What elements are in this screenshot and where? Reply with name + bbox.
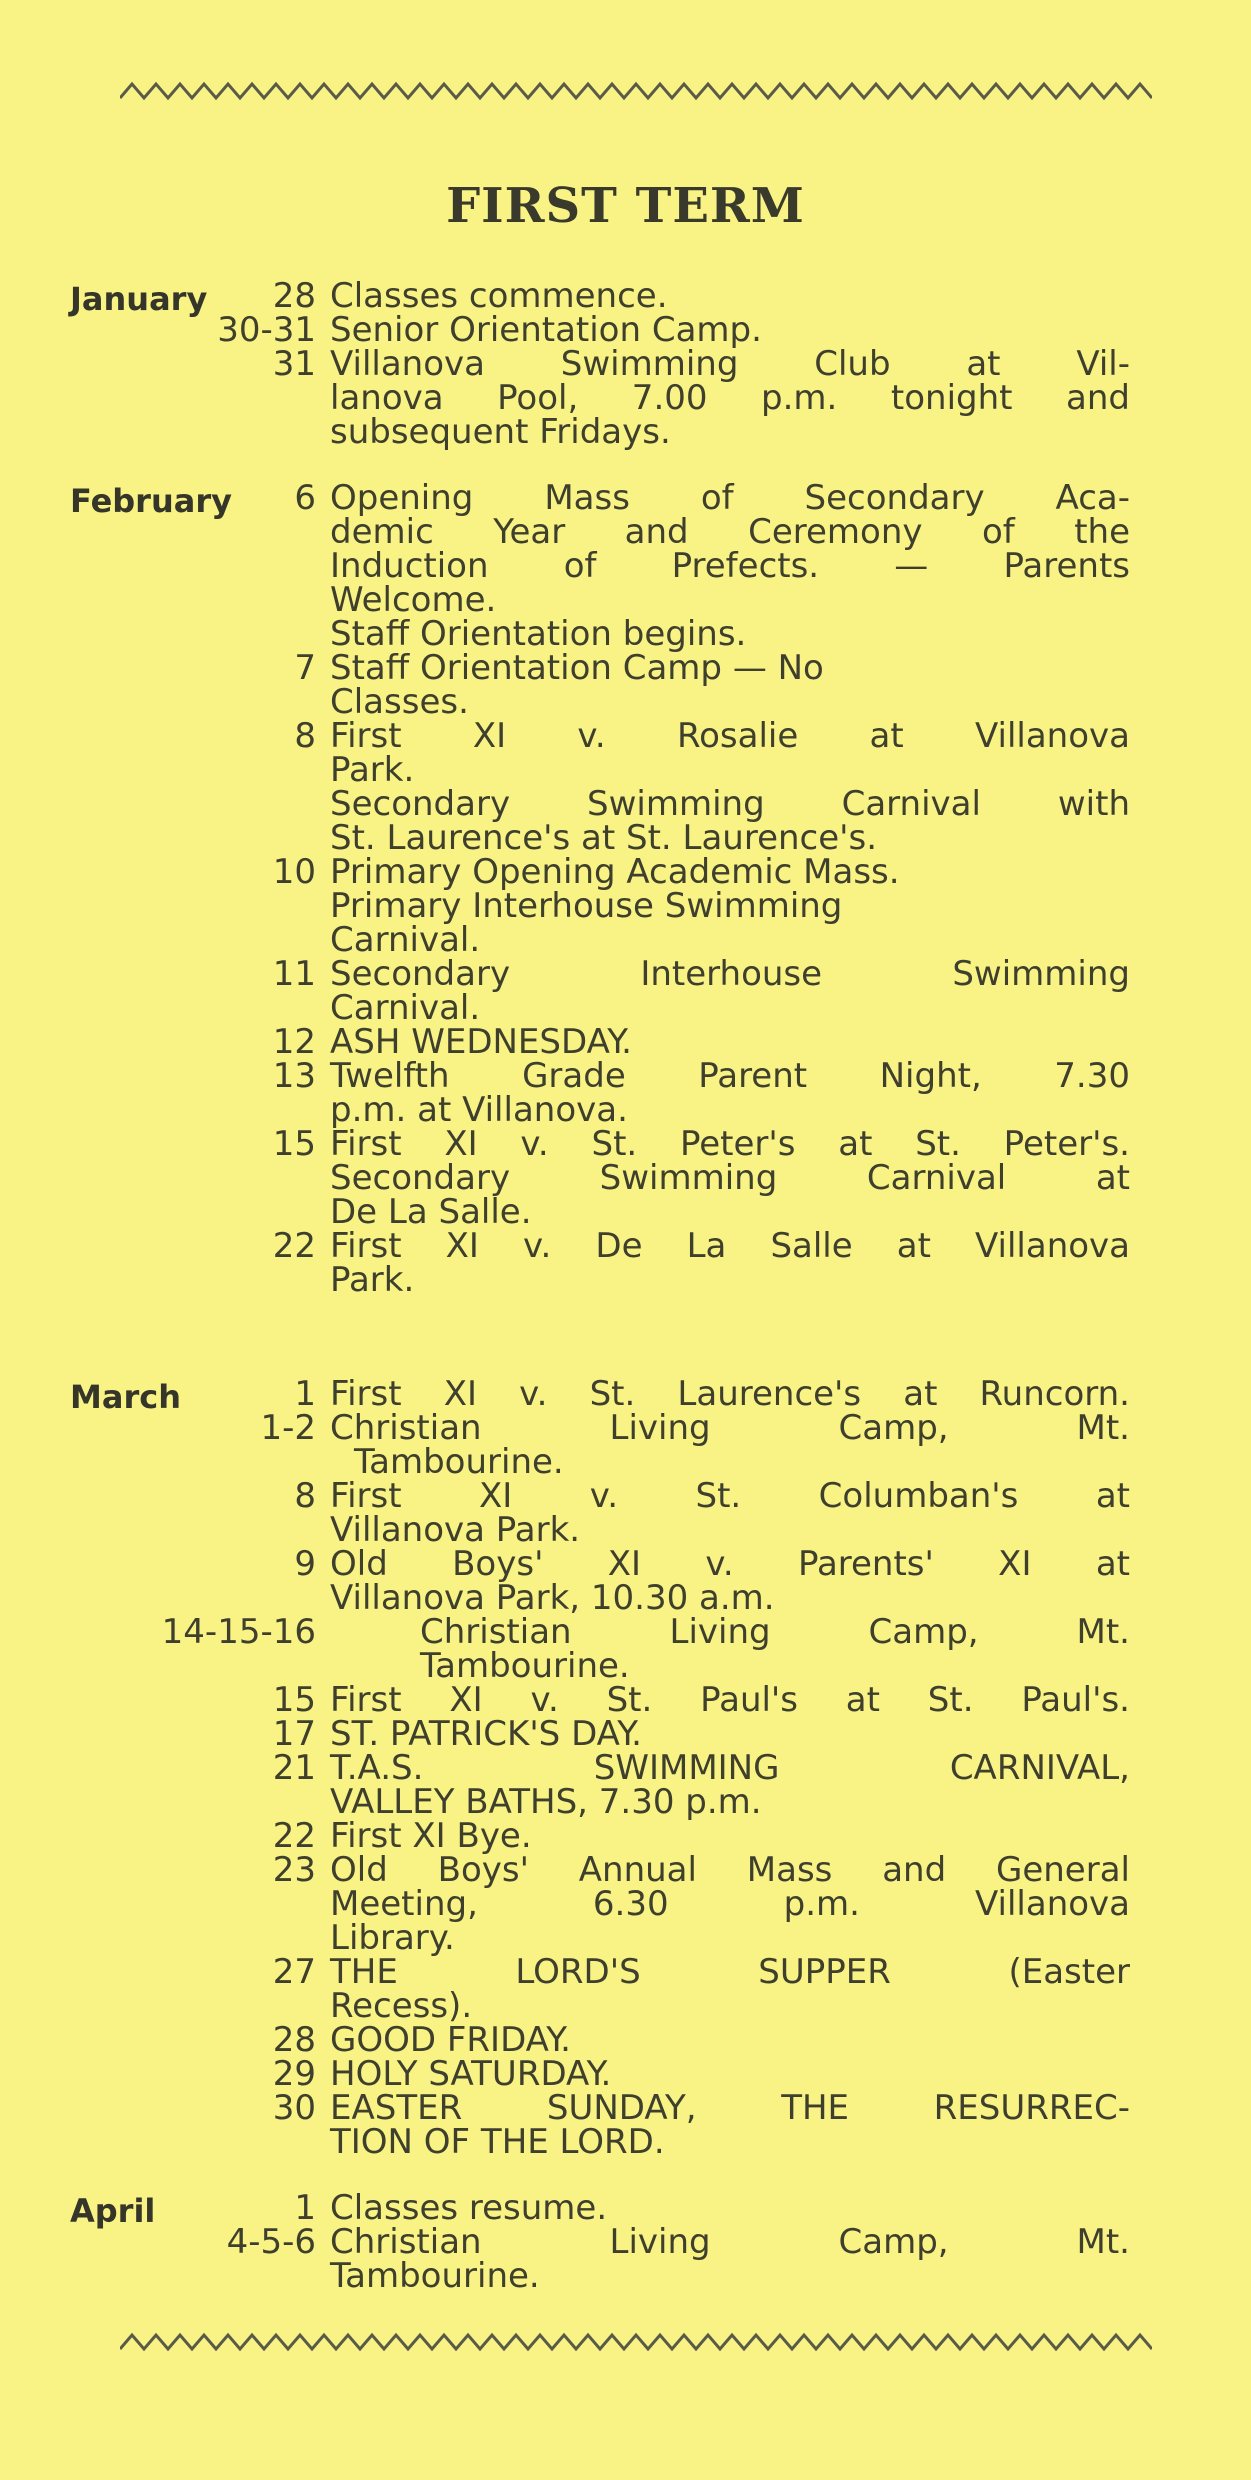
entry-date: 6 [294,478,316,518]
month-label: January [70,280,208,318]
entry-text: Meeting, 6.30 p.m. Villanova [330,1884,1130,1924]
entry-text: lanova Pool, 7.00 p.m. tonight and [330,378,1130,418]
entry-text: Primary Interhouse Swimming [330,886,843,926]
calendar-entry [294,648,1130,722]
entry-text: Villanova Park. [330,1510,581,1550]
entry-text: Induction of Prefects. — Parents [330,546,1130,586]
entry-date: 30 [272,2088,316,2128]
entry-text: subsequent Fridays. [330,412,671,452]
calendar-entry [272,276,1130,316]
entry-date: 7 [294,648,316,688]
entry-text: Senior Orientation Camp. [330,310,762,350]
entry-text: Opening Mass of Secondary Aca- [330,478,1130,518]
bottom-wave-border [120,2331,1152,2353]
entry-date: 29 [272,2054,316,2094]
entry-text: ASH WEDNESDAY. [330,1022,632,1062]
entry-date: 15 [272,1680,316,1720]
calendar-entry [260,1408,1130,1482]
entry-text: Classes. [330,682,469,722]
entry-text: Classes resume. [330,2188,608,2228]
entry-text: Staff Orientation begins. [330,614,747,654]
calendar-entry [272,1022,1130,1062]
entry-text: Welcome. [330,580,497,620]
entry-text: Secondary Swimming Carnival with [330,784,1130,824]
entry-text: TION OF THE LORD. [330,2122,665,2162]
entry-text: First XI v. St. Peter's at St. Peter's. [330,1124,1130,1164]
entry-date: 1 [294,2188,316,2228]
entry-text: Old Boys' Annual Mass and General [330,1850,1130,1890]
entry-text: Staff Orientation Camp — No [330,648,824,688]
entry-text: GOOD FRIDAY. [330,2020,571,2060]
page-title: FIRST TERM [446,178,805,234]
entry-text: T.A.S. SWIMMING CARNIVAL, [330,1748,1130,1788]
month-label: April [70,2192,156,2230]
calendar-entry [294,1374,1130,1414]
entry-text: HOLY SATURDAY. [330,2054,612,2094]
entry-date: 21 [272,1748,316,1788]
entry-text: Christian Living Camp, Mt. [330,1408,1130,1448]
entry-text: Old Boys' XI v. Parents' XI at [330,1544,1130,1584]
entry-text: De La Salle. [330,1192,532,1232]
calendar-entry [226,2222,1130,2296]
entry-date: 27 [272,1952,316,1992]
entry-date: 11 [272,954,316,994]
calendar-entry [294,716,1130,858]
calendar-entry [272,1124,1130,1232]
entry-text: First XI v. St. Paul's at St. Paul's. [330,1680,1130,1720]
entry-text: Tambourine. [330,2256,540,2296]
entry-text: Classes commence. [330,276,668,316]
entry-date: 14-15-16 [161,1612,316,1652]
entry-text: Twelfth Grade Parent Night, 7.30 [330,1056,1130,1096]
top-wave-border [120,80,1152,102]
calendar-entry [217,310,1130,350]
entry-text: Tambourine. [354,1442,564,1482]
month-label: March [70,1378,181,1416]
entry-text: VALLEY BATHS, 7.30 p.m. [330,1782,762,1822]
entry-text: demic Year and Ceremony of the [330,512,1130,552]
entry-text: Tambourine. [420,1646,630,1686]
entry-text: Carnival. [330,920,481,960]
entry-text: p.m. at Villanova. [330,1090,628,1130]
entry-date: 8 [294,1476,316,1516]
entry-text: First XI v. De La Salle at Villanova [330,1226,1130,1266]
calendar-entry [272,954,1130,1028]
calendar-entry [272,1056,1130,1130]
entry-date: 22 [272,1226,316,1266]
entry-text: St. Laurence's at St. Laurence's. [330,818,878,858]
entry-text: Christian Living Camp, Mt. [420,1612,1130,1652]
entry-date: 9 [294,1544,316,1584]
calendar-entry [294,1544,1130,1618]
entry-text: First XI Bye. [330,1816,532,1856]
calendar-entry [272,2088,1130,2162]
entry-text: First XI v. St. Laurence's at Runcorn. [330,1374,1130,1414]
entry-date: 23 [272,1850,316,1890]
entry-date: 17 [272,1714,316,1754]
entry-date: 4-5-6 [226,2222,316,2262]
entry-date: 31 [272,344,316,384]
calendar-entry [272,1816,1130,1856]
entry-text: Library. [330,1918,455,1958]
entry-text: First XI v. Rosalie at Villanova [330,716,1130,756]
entry-date: 28 [272,2020,316,2060]
calendar-entry [294,2188,1130,2228]
entry-text: ST. PATRICK'S DAY. [330,1714,642,1754]
entry-date: 22 [272,1816,316,1856]
calendar-entry [161,1612,1130,1686]
entry-text: Secondary Interhouse Swimming [330,954,1130,994]
entry-date: 30-31 [217,310,316,350]
calendar-entry [272,2020,1130,2060]
entry-text: First XI v. St. Columban's at [330,1476,1130,1516]
entry-text: EASTER SUNDAY, THE RESURREC- [330,2088,1130,2128]
entry-text: Villanova Park, 10.30 a.m. [330,1578,775,1618]
calendar-entry [272,344,1130,452]
calendar-entry [272,1680,1130,1720]
entry-date: 12 [272,1022,316,1062]
calendar-entry [272,1226,1130,1300]
entry-date: 1-2 [260,1408,316,1448]
calendar-entry [294,478,1130,654]
calendar-entry [272,1748,1130,1822]
calendar-entry [272,1850,1130,1958]
entry-text: Park. [330,1260,415,1300]
entry-text: Carnival. [330,988,481,1028]
entry-date: 28 [272,276,316,316]
entry-date: 10 [272,852,316,892]
entry-date: 15 [272,1124,316,1164]
entry-date: 13 [272,1056,316,1096]
entry-text: THE LORD'S SUPPER (Easter [330,1952,1130,1992]
calendar-entry [272,852,1130,960]
entry-text: Park. [330,750,415,790]
month-label: February [70,482,232,520]
entry-date: 8 [294,716,316,756]
calendar-entry [272,1952,1130,2026]
entry-text: Secondary Swimming Carnival at [330,1158,1130,1198]
entry-text: Recess). [330,1986,473,2026]
calendar-entry [272,2054,1130,2094]
calendar-entry [294,1476,1130,1550]
entry-text: Villanova Swimming Club at Vil- [330,344,1130,384]
entry-date: 1 [294,1374,316,1414]
entry-text: Primary Opening Academic Mass. [330,852,900,892]
entry-text: Christian Living Camp, Mt. [330,2222,1130,2262]
calendar-entry [272,1714,1130,1754]
